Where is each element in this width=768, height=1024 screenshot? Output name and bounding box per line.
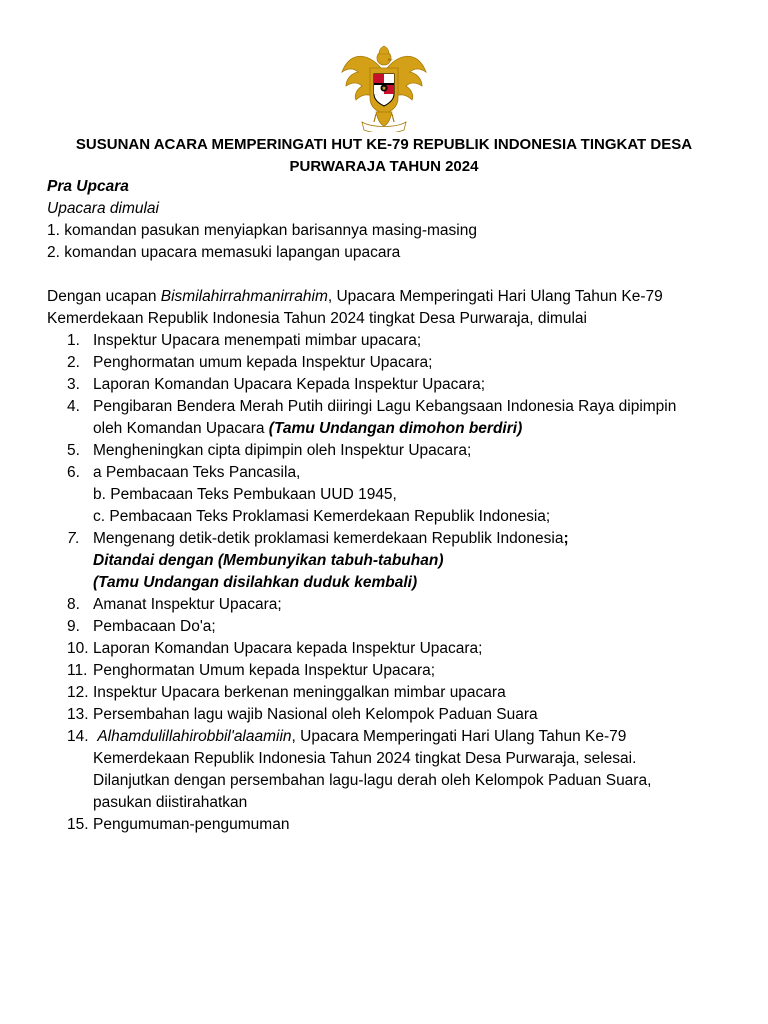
garuda-pancasila-emblem-icon: [340, 42, 428, 132]
list-item-6: [47, 462, 727, 528]
list-text: Inspektur Upacara berkenan meninggalkan mimbar upacara: [93, 684, 506, 701]
list-item-4: [47, 396, 727, 440]
pre-item-2: 2. komandan upacara memasuki lapangan upacara: [47, 244, 401, 261]
list-item-8: [47, 594, 727, 616]
list-text: Dilanjutkan dengan persembahan lagu-lagu derah oleh Kelompok Paduan Suara,: [93, 772, 652, 789]
list-number: 11.: [67, 662, 88, 679]
list-number: 5.: [67, 442, 80, 459]
sub-item-c: c. Pembacaan Teks Proklamasi Kemerdekaan Republik Indonesia;: [93, 508, 551, 525]
list-item-1: [47, 330, 727, 352]
list-text: Laporan Komandan Upacara kepada Inspektur Upacara;: [93, 640, 483, 657]
list-number: 12.: [67, 684, 89, 701]
list-number: 10.: [67, 640, 89, 657]
document-body: [47, 176, 727, 836]
list-text: Penghormatan umum kepada Inspektur Upacara;: [93, 354, 433, 371]
instruction-note: (Tamu Undangan disilahkan duduk kembali): [93, 574, 418, 591]
spacer: [47, 264, 727, 286]
list-text: Mengenang detik-detik proklamasi kemerdekaan Republik Indonesia: [93, 530, 564, 547]
pre-subheading: Upacara dimulai: [47, 200, 159, 217]
intro-line-1: [47, 286, 727, 308]
instruction-note: Ditandai dengan (Membunyikan tabuh-tabuhan): [93, 552, 444, 569]
list-number: 13.: [67, 706, 89, 723]
document-title: [40, 134, 728, 178]
list-number: 2.: [67, 354, 80, 371]
list-text-semicolon: ;: [563, 530, 569, 547]
list-number: 4.: [67, 398, 80, 415]
list-text: Inspektur Upacara menempati mimbar upacara;: [93, 332, 422, 349]
list-text: Pengibaran Bendera Merah Putih diiringi Lagu Kebangsaan Indonesia Raya dipimpin: [93, 398, 677, 415]
sub-item-a: a Pembacaan Teks Pancasila,: [93, 464, 301, 481]
list-item-11: [47, 660, 727, 682]
list-text: , Upacara Memperingati Hari Ulang Tahun Ke-79: [291, 728, 627, 745]
list-number: 9.: [67, 618, 80, 635]
list-text: Penghormatan Umum kepada Inspektur Upacara;: [93, 662, 436, 679]
list-number: 14.: [67, 728, 89, 745]
intro-line-2: Kemerdekaan Republik Indonesia Tahun 2024 tingkat Desa Purwaraja, dimulai: [47, 310, 587, 327]
intro-italic: Bismilahirrahmanirrahim: [160, 288, 328, 305]
list-text-line: [93, 528, 727, 550]
sub-item-b: b. Pembacaan Teks Pembukaan UUD 1945,: [93, 486, 397, 503]
list-number: 6.: [67, 464, 80, 481]
list-item-13: [47, 704, 727, 726]
pre-item-1: 1. komandan pasukan menyiapkan barisannya masing-masing: [47, 222, 477, 239]
list-text: Pembacaan Do'a;: [93, 618, 216, 635]
list-text-italic: Alhamdulillahirobbil'alaamiin: [97, 728, 292, 745]
list-item-15: [47, 814, 727, 836]
list-text-cont: [93, 418, 727, 440]
list-text: Laporan Komandan Upacara Kepada Inspektur Upacara;: [93, 376, 486, 393]
list-text-line: [93, 726, 727, 748]
intro-suffix: , Upacara Memperingati Hari Ulang Tahun Ke-79: [327, 288, 663, 305]
list-text: Mengheningkan cipta dipimpin oleh Inspektur Upacara;: [93, 442, 472, 459]
list-number: 15.: [67, 816, 89, 833]
list-text: pasukan diistirahatkan: [93, 794, 248, 811]
list-number: 8.: [67, 596, 80, 613]
list-item-14: [47, 726, 727, 814]
list-item-9: [47, 616, 727, 638]
list-item-7: [47, 528, 727, 594]
title-line-2: PURWARAJA TAHUN 2024: [289, 158, 479, 175]
list-text: Pengumuman-pengumuman: [93, 816, 290, 833]
pre-heading: Pra Upcara: [47, 178, 129, 195]
list-number: 3.: [67, 376, 80, 393]
intro-prefix: Dengan ucapan: [47, 288, 161, 305]
instruction-note: (Tamu Undangan dimohon berdiri): [268, 420, 523, 437]
list-number: 1.: [67, 332, 80, 349]
list-text: Kemerdekaan Republik Indonesia Tahun 2024 tingkat Desa Purwaraja, selesai.: [93, 750, 637, 767]
title-line-1: SUSUNAN ACARA MEMPERINGATI HUT KE-79 REPUBLIK INDONESIA TINGKAT DESA: [75, 136, 693, 153]
list-item-12: [47, 682, 727, 704]
list-item-10: [47, 638, 727, 660]
list-number: 7.: [67, 530, 80, 547]
list-item-2: [47, 352, 727, 374]
list-text: Amanat Inspektur Upacara;: [93, 596, 282, 613]
list-text: Persembahan lagu wajib Nasional oleh Kelompok Paduan Suara: [93, 706, 538, 723]
list-text: oleh Komandan Upacara: [93, 420, 269, 437]
list-item-3: [47, 374, 727, 396]
program-list: [47, 330, 727, 836]
list-item-5: [47, 440, 727, 462]
